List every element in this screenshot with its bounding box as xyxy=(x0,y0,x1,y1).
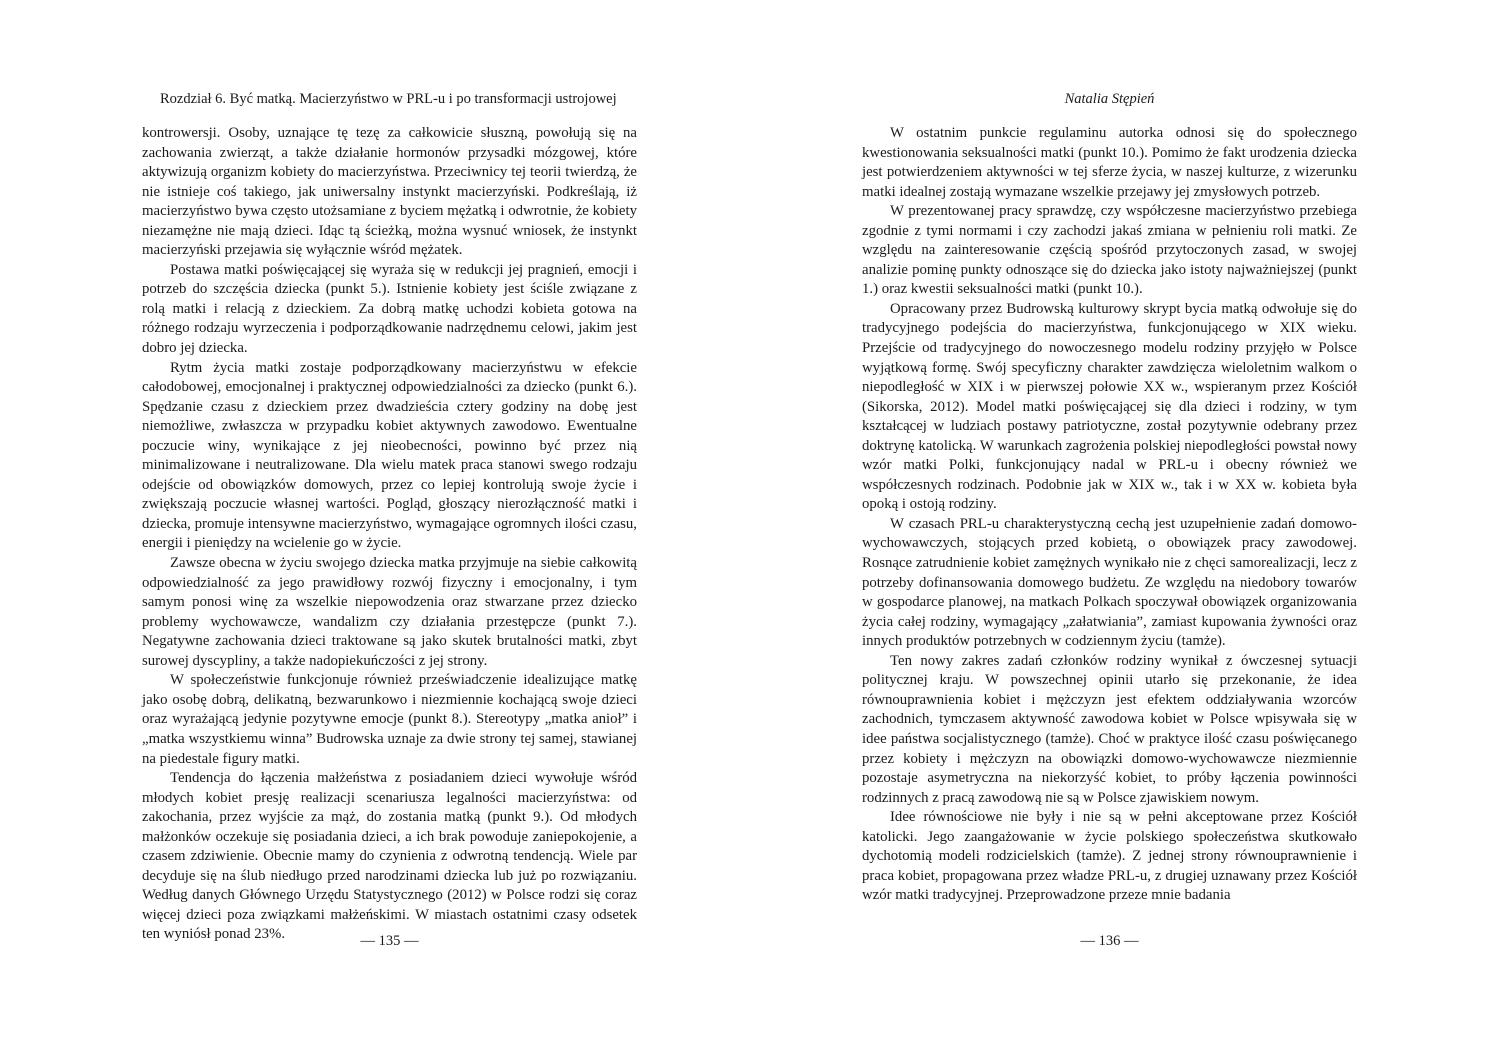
right-paragraph-1: W ostatnim punkcie regulaminu autorka odnosi się do społecznego kwestionowania seksualności matki (punkt 10.). Pomimo że fakt urodzenia dziecka jest potwierdzeniem aktywności w tej sferze życia, w naszej kulturze, z wizerunku matki idealnej zostają wymazane wszelkie przejawy jej zmysłowych potrzeb. xyxy=(862,125,1357,200)
left-paragraph-5: W społeczeństwie funkcjonuje również przeświadczenie idealizujące matkę jako osobę dobrą, delikatną, bezwarunkowo i niezmiennie kochającą swoje dzieci oraz wyrażającą jedynie pozytywne emocje (punkt 8.). Stereotypy „matka anioł” i „matka wszystkiemu winna” Budrowska uznaje za dwie strony tej samej, stawianej na piedestale figury matki. xyxy=(142,672,637,767)
left-page xyxy=(142,0,637,1045)
right-paragraph-3: Opracowany przez Budrowską kulturowy skrypt bycia matką odwołuje się do tradycyjnego podejścia do macierzyństwa, funkcjonującego w XIX wieku. Przejście od tradycyjnego do nowoczesnego modelu rodziny przyjęło w Polsce wyjątkową formę. Swój specyficzny charakter zawdzięcza wieloletnim walkom o niepodległość w XIX i w pierwszej połowie XX w., wspieranym przez Kościół (Sikorska, 2012). Model matki poświęcającej się dla dzieci i rodziny, w tym kształcącej w ludziach postawy patriotyczne, został pozytywnie odebrany przez doktrynę katolicką. W warunkach zagrożenia polskiej niepodległości powstał nowy wzór matki Polki, funkcjonujący nadal w PRL-u i obecny również we współczesnych rodzinach. Podobnie jak w XIX w., tak i w XX w. kobieta była opoką i ostoją rodziny. xyxy=(862,300,1357,513)
right-paragraph-4: W czasach PRL-u charakterystyczną cechą jest uzupełnienie zadań domowo-wychowawczych, stojących przed kobietą, o obowiązek pracy zawodowej. Rosnące zatrudnienie kobiet zamężnych wynikało nie z chęci samorealizacji, lecz z potrzeby dofinansowania domowego budżetu. Ze względu na niedobory towarów w gospodarce planowej, na matkach Polkach spoczywał obowiązek organizowania życia całej rodziny, wymagający „załatwiania”, zamiast kupowania żywności oraz innych produktów potrzebnych w codziennym życiu (tamże). xyxy=(862,515,1357,650)
left-running-head: Rozdział 6. Być matką. Macierzyństwo w PRL-u i po transformacji ustrojowej xyxy=(160,91,617,107)
left-paragraph-6: Tendencja do łączenia małżeństwa z posiadaniem dzieci wywołuje wśród młodych kobiet presję realizacji scenariusza legalności macierzyństwa: od zakochania, przez wyjście za mąż, do zostania matką (punkt 9.). Od młodych małżonków oczekuje się posiadania dzieci, a ich brak powoduje zaniepokojenie, a czasem zdziwienie. Obecnie mamy do czynienia z odwrotną tendencją. Wiele par decyduje się na ślub niedługo przed narodzinami dziecka lub już po rozwiązaniu. Według danych Głównego Urzędu Statystycznego (2012) w Polsce rodzi się coraz więcej dzieci poza związkami małżeńskimi. W miastach ostatnimi czasy odsetek ten wyniósł ponad 23%. xyxy=(142,770,637,943)
left-paragraph-4: Zawsze obecna w życiu swojego dziecka matka przyjmuje na siebie całkowitą odpowiedzialność za jego prawidłowy rozwój fizyczny i emocjonalny, i tym samym ponosi winę za wszelkie niepowodzenia oraz stwarzane przez dziecko problemy wychowawcze, wandalizm czy działania przestępcze (punkt 7.). Negatywne zachowania dzieci traktowane są jako skutek brutalności matki, zbyt surowej dyscypliny, a także nadopiekuńczości z jej strony. xyxy=(142,555,637,669)
left-paragraph-1: kontrowersji. Osoby, uznające tę tezę za całkowicie słuszną, powołują się na zachowania zwierząt, a także działanie hormonów przysadki mózgowej, które aktywizują organizm kobiety do macierzyństwa. Przeciwnicy tej teorii twierdzą, że nie istnieje coś takiego, jak uniwersalny instynkt macierzyński. Podkreślają, iż macierzyństwo bywa często utożsamiane z byciem mężatką i odwrotnie, że kobiety niezamężne nie mają dzieci. Idąc tą ścieżką, można wysnuć wniosek, że instynkt macierzyński przejawia się wyłącznie wśród mężatek. xyxy=(142,125,637,259)
right-running-head: Natalia Stępień xyxy=(1064,91,1155,107)
left-page-number: — 135 — xyxy=(360,933,419,949)
right-paragraph-2: W prezentowanej pracy sprawdzę, czy współczesne macierzyństwo przebiega zgodnie z tymi normami i czy zachodzi jakaś zmiana w pełnieniu roli matki. Ze względu na zainteresowanie częścią spośród przytoczonych zasad, w swojej analizie pominę punkty odnoszące się do dziecka jako istoty najważniejszej (punkt 1.) oraz kwestii seksualności matki (punkt 10.). xyxy=(862,203,1357,298)
right-body-text xyxy=(862,124,1357,906)
left-body-text xyxy=(142,124,637,945)
right-paragraph-5: Ten nowy zakres zadań członków rodziny wynikał z ówczesnej sytuacji politycznej kraju. W powszechnej opinii utarło się przekonanie, że idea równouprawnienia kobiet i mężczyzn jest efektem oddziaływania wzorców zachodnich, tymczasem aktywność zawodowa kobiet w Polsce wpisywała się w idee państwa socjalistycznego (tamże). Choć w praktyce ilość czasu poświęcanego przez kobiety i mężczyzn na obowiązki domowo-wychowawcze niezmiennie pozostaje asymetryczna na niekorzyść kobiet, to próby łączenia powinności rodzinnych z pracą zawodową nie są w Polsce zjawiskiem nowym. xyxy=(862,652,1357,806)
left-paragraph-3: Rytm życia matki zostaje podporządkowany macierzyństwu w efekcie całodobowej, emocjonalnej i praktycznej odpowiedzialności za dziecko (punkt 6.). Spędzanie czasu z dzieckiem przez dwadzieścia cztery godziny na dobę jest niemożliwe, zwłaszcza w przypadku kobiet aktywnych zawodowo. Ewentualne poczucie winy, wynikające z jej nieobecności, powinno być przez nią minimalizowane i neutralizowane. Dla wielu matek praca stanowi swego rodzaju odejście od obowiązków domowych, przez co lepiej kontrolują swoje życie i zwiększają poczucie własnej wartości. Pogląd, głoszący nierozłączność matki i dziecka, promuje intensywne macierzyństwo, wymagające ogromnych ilości czasu, energii i pieniędzy na wcielenie go w życie. xyxy=(142,359,637,552)
right-page xyxy=(862,0,1357,1045)
right-page-number: — 136 — xyxy=(1080,933,1139,949)
right-paragraph-6: Idee równościowe nie były i nie są w pełni akceptowane przez Kościół katolicki. Jego zaangażowanie w życie polskiego społeczeństwa skutkowało dychotomią modeli rodzicielskich (tamże). Z jednej strony równouprawnienie i praca kobiet, propagowana przez władze PRL-u, z drugiej uznawany przez Kościół wzór matki tradycyjnej. Przeprowadzone przeze mnie badania xyxy=(862,809,1357,904)
left-paragraph-2: Postawa matki poświęcającej się wyraża się w redukcji jej pragnień, emocji i potrzeb do szczęścia dziecka (punkt 5.). Istnienie kobiety jest ściśle związane z rolą matki i relacją z dzieckiem. Za dobrą matkę uchodzi kobieta gotowa na różnego rodzaju wyrzeczenia i podporządkowanie nadrzędnemu celowi, jakim jest dobro jej dziecka. xyxy=(142,261,637,357)
